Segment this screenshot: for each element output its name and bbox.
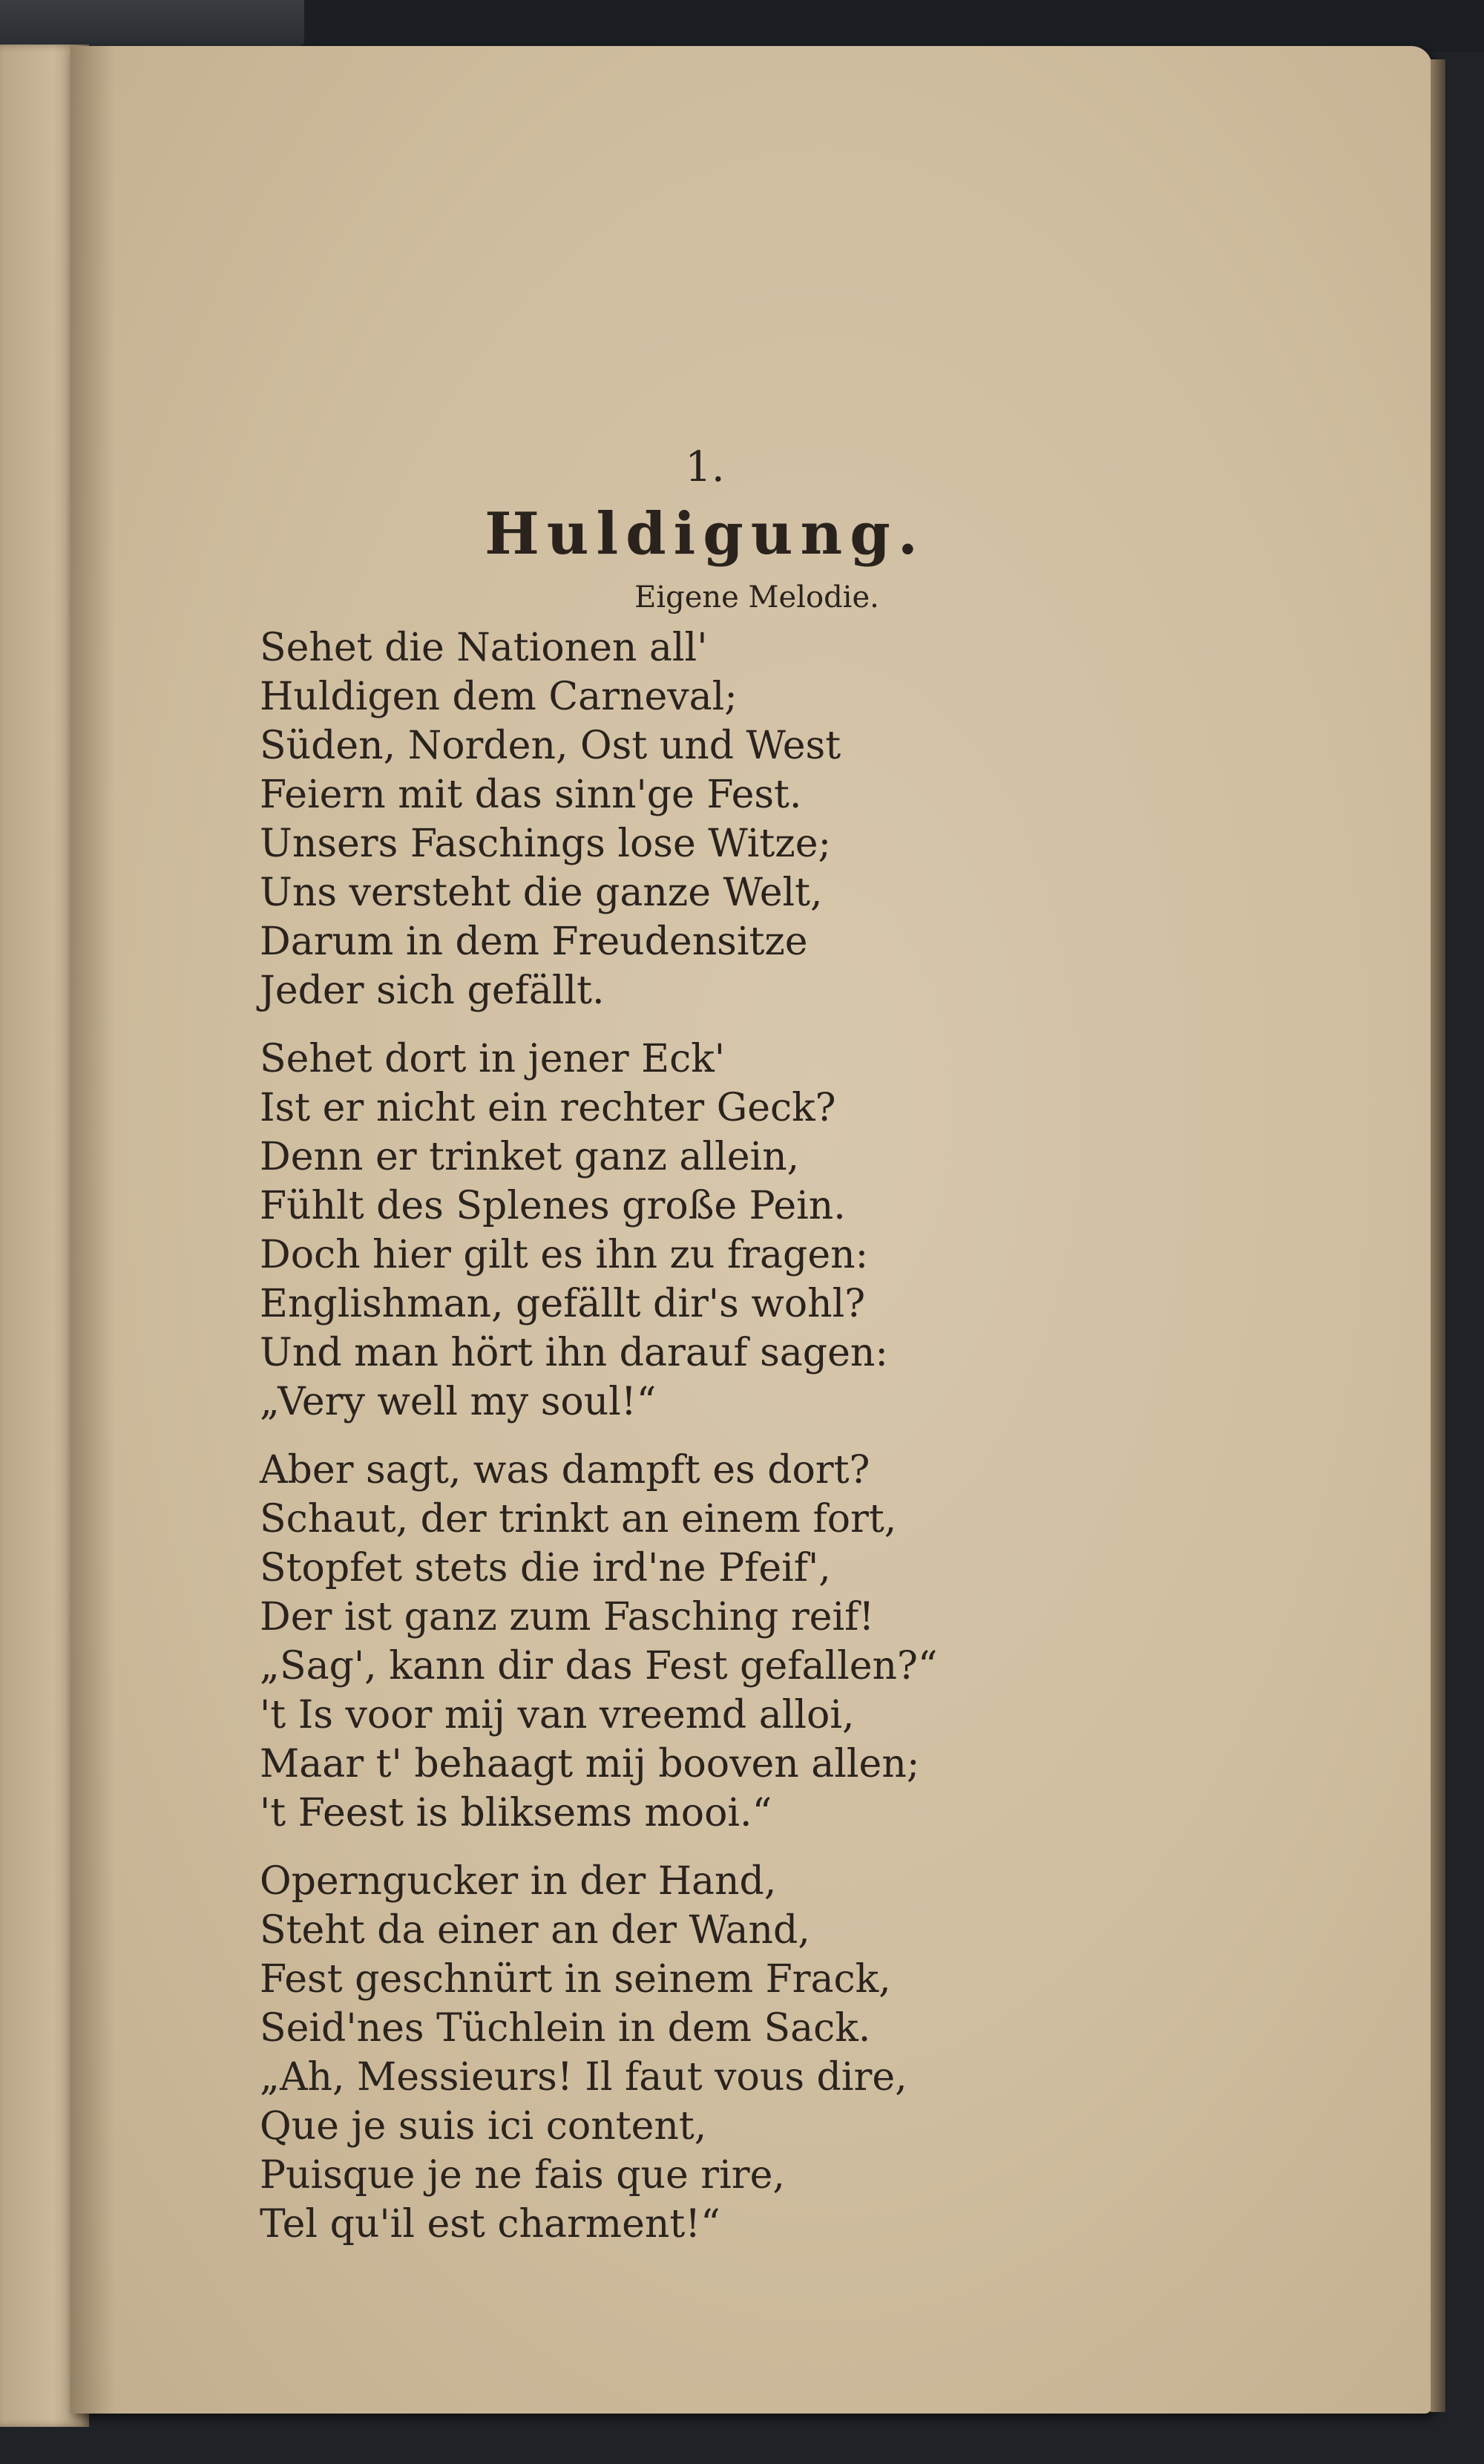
stanza-1: [260, 623, 1017, 1015]
stanza-2: [260, 1035, 1017, 1426]
verse-line: Stopfet stets die ird'ne Pfeif',: [260, 1546, 831, 1590]
poem-title: Huldigung.: [485, 500, 925, 568]
verse-line: Ist er nicht ein rechter Geck?: [260, 1086, 836, 1130]
verse-line: 't Feest is bliksems mooi.“: [260, 1791, 772, 1835]
verse-line: Seid'nes Tüchlein in dem Sack.: [260, 2006, 871, 2051]
verse-line: Puisque je ne fais que rire,: [260, 2153, 785, 2198]
verse-line: Darum in dem Freudensitze: [260, 920, 808, 964]
verse-line: Aber sagt, was dampft es dort?: [260, 1448, 870, 1493]
melody-note: Eigene Melodie.: [634, 580, 879, 615]
background-strip: [0, 0, 1484, 52]
verse-line: „Very well my soul!“: [260, 1380, 657, 1424]
verse-line: Sehet die Nationen all': [260, 626, 708, 670]
stanza-4: [260, 1857, 1017, 2249]
verse-line: Steht da einer an der Wand,: [260, 1908, 810, 1953]
verse-line: Huldigen dem Carneval;: [260, 675, 738, 719]
stanza-3: [260, 1446, 1017, 1838]
poem-number: 1.: [685, 443, 725, 491]
verse-line: Der ist ganz zum Fasching reif!: [260, 1595, 875, 1639]
verse-line: Doch hier gilt es ihn zu fragen:: [260, 1233, 869, 1277]
gutter-shadow: [70, 46, 115, 2414]
scanner-edge: [0, 0, 304, 46]
poem: [260, 438, 1017, 2268]
verse-line: Englishman, gefällt dir's wohl?: [260, 1282, 866, 1326]
verse-line: Süden, Norden, Ost und West: [260, 724, 841, 768]
verse-line: Uns versteht die ganze Welt,: [260, 871, 823, 915]
verse-line: Tel qu'il est charment!“: [260, 2202, 720, 2247]
verse-line: Und man hört ihn darauf sagen:: [260, 1331, 888, 1375]
verse-line: Feiern mit das sinn'ge Fest.: [260, 773, 802, 817]
verse-line: Schaut, der trinkt an einem fort,: [260, 1497, 897, 1541]
verse-line: Sehet dort in jener Eck': [260, 1037, 726, 1081]
verse-line: Unsers Faschings lose Witze;: [260, 822, 831, 866]
verse-line: „Ah, Messieurs! Il faut vous dire,: [260, 2055, 907, 2100]
verse-line: Fest geschnürt in seinem Frack,: [260, 1957, 891, 2002]
verse-line: Que je suis ici content,: [260, 2104, 707, 2149]
page-edge-right: [1431, 59, 1445, 2412]
verse-line: Maar t' behaagt mij booven allen;: [260, 1742, 920, 1786]
verse-line: Jeder sich gefällt.: [260, 969, 605, 1013]
verse-line: „Sag', kann dir das Fest gefallen?“: [260, 1644, 938, 1688]
verse-line: Operngucker in der Hand,: [260, 1859, 777, 1904]
verse-line: Fühlt des Splenes große Pein.: [260, 1184, 846, 1228]
verse-line: Denn er trinket ganz allein,: [260, 1135, 800, 1179]
verse-line: 't Is voor mij van vreemd alloi,: [260, 1693, 855, 1737]
